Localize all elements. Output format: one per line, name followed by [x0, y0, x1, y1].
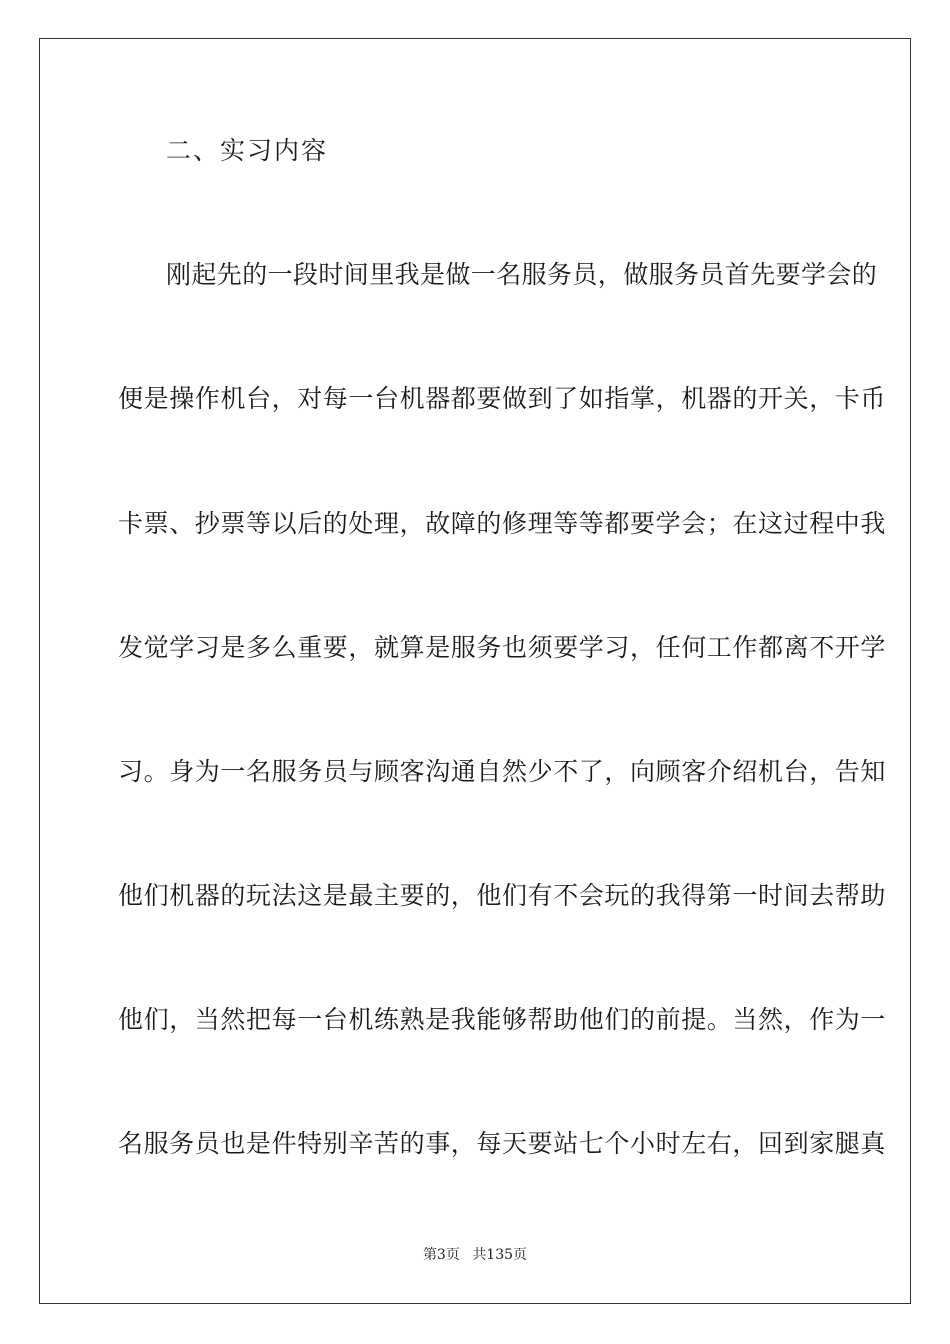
paragraph-line: 发觉学习是多么重要，就算是服务也须要学习，任何工作都离不开学: [118, 633, 887, 662]
paragraph-line: 他们，当然把每一台机练熟是我能够帮助他们的前提。当然，作为一: [118, 1005, 887, 1034]
page-number: 第3页: [422, 1247, 460, 1263]
total-pages: 共135页: [472, 1247, 528, 1263]
paragraph-line: 卡票、抄票等以后的处理，故障的修理等等都要学会；在这过程中我: [118, 509, 887, 538]
paragraph-line: 习。身为一名服务员与顾客沟通自然少不了，向顾客介绍机台，告知: [118, 757, 887, 786]
page-footer: [0, 1246, 950, 1264]
paragraph-line: 刚起先的一段时间里我是做一名服务员，做服务员首先要学会的: [166, 260, 878, 289]
page-border: [39, 38, 911, 1304]
paragraph-line: 名服务员也是件特别辛苦的事，每天要站七个小时左右，回到家腿真: [118, 1129, 887, 1158]
paragraph-line: 便是操作机台，对每一台机器都要做到了如指掌，机器的开关，卡币: [118, 384, 887, 413]
section-heading: 二、实习内容: [166, 136, 329, 165]
paragraph-line: 他们机器的玩法这是最主要的，他们有不会玩的我得第一时间去帮助: [118, 881, 887, 910]
